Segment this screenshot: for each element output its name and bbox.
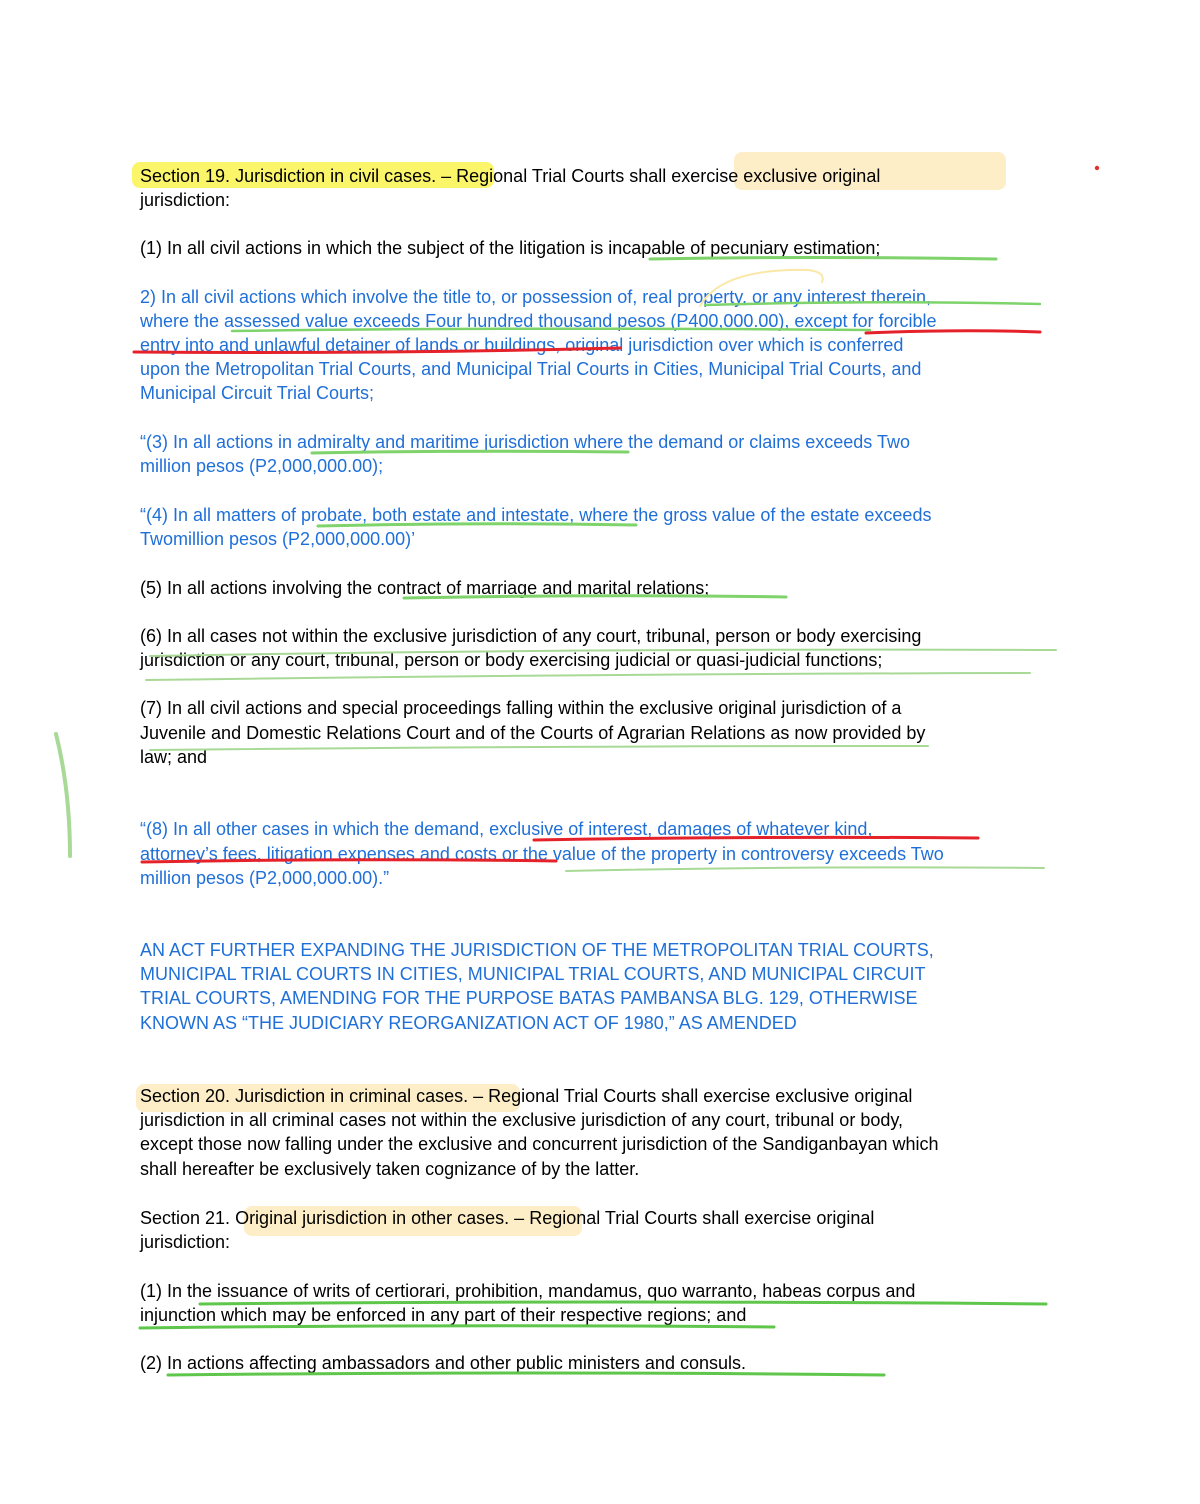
paragraph-4-line: Twomillion pesos (P2,000,000.00)’	[140, 529, 416, 549]
paragraph-3-line: “(3) In all actions in admiralty and maritime jurisdiction where the demand or claims exceeds Two	[140, 432, 910, 452]
section-19-heading-line: Section 19. Jurisdiction in civil cases. – Regional Trial Courts shall exercise exclusive original	[140, 166, 881, 186]
paragraph-2-line: 2) In all civil actions which involve the title to, or possession of, real property, or any interest therein,	[140, 287, 932, 307]
section-20-line: Section 20. Jurisdiction in criminal cases. – Regional Trial Courts shall exercise exclusive original	[140, 1086, 913, 1106]
paragraph-2-line: upon the Metropolitan Trial Courts, and Municipal Trial Courts in Cities, Municipal Trial Courts, and	[140, 359, 922, 379]
paragraph-3-line: million pesos (P2,000,000.00);	[140, 456, 384, 476]
red-dot	[1095, 166, 1099, 170]
section-21-line: Section 21. Original jurisdiction in other cases. – Regional Trial Courts shall exercise original	[140, 1208, 875, 1228]
paragraph-2-line: entry into and unlawful detainer of lands or buildings, original jurisdiction over which is conferred	[140, 335, 904, 355]
paragraph-7-line: law; and	[140, 747, 208, 767]
text-line: jurisdiction:	[140, 190, 231, 210]
paragraph-7-line: Juvenile and Domestic Relations Court and of the Courts of Agrarian Relations as now provided by	[140, 723, 926, 743]
paragraph-4-line: “(4) In all matters of probate, both estate and intestate, where the gross value of the estate exceeds	[140, 505, 932, 525]
section-20-line: except those now falling under the exclusive and concurrent jurisdiction of the Sandiganbayan which	[140, 1134, 939, 1154]
section-21-item-1-line: (1) In the issuance of writs of certiorari, prohibition, mandamus, quo warranto, habeas corpus and	[140, 1281, 916, 1301]
paragraph-8-line: million pesos (P2,000,000.00).”	[140, 868, 390, 888]
paragraph-5: (5) In all actions involving the contract of marriage and marital relations;	[140, 578, 710, 598]
act-title-line: MUNICIPAL TRIAL COURTS IN CITIES, MUNICIPAL TRIAL COURTS, AND MUNICIPAL CIRCUIT	[140, 964, 926, 984]
paragraph-6-line: jurisdiction or any court, tribunal, person or body exercising judicial or quasi-judicial functions;	[140, 650, 883, 670]
section-21-line: jurisdiction:	[140, 1232, 231, 1252]
act-title-line: TRIAL COURTS, AMENDING FOR THE PURPOSE BATAS PAMBANSA BLG. 129, OTHERWISE	[140, 988, 918, 1008]
section-20-line: jurisdiction in all criminal cases not within the exclusive jurisdiction of any court, tribunal or body,	[140, 1110, 904, 1130]
paragraph-7-line: (7) In all civil actions and special proceedings falling within the exclusive original jurisdiction of a	[140, 698, 902, 718]
paragraph-2-line: Municipal Circuit Trial Courts;	[140, 383, 375, 403]
paragraph-8-line: attorney’s fees, litigation expenses and costs or the value of the property in controversy exceeds Two	[140, 844, 944, 864]
green-underline	[146, 673, 1030, 680]
paragraph-2-line: where the assessed value exceeds Four hundred thousand pesos (P400,000.00), except for forcible	[140, 311, 937, 331]
green-underline	[566, 867, 1044, 871]
section-21-item-2: (2) In actions affecting ambassadors and other public ministers and consuls.	[140, 1353, 746, 1373]
paragraph-1: (1) In all civil actions in which the subject of the litigation is incapable of pecuniary estimation;	[140, 238, 881, 258]
paragraph-6-line: (6) In all cases not within the exclusive jurisdiction of any court, tribunal, person or body exercising	[140, 626, 922, 646]
green-underline	[150, 746, 928, 750]
section-21-item-1-line: injunction which may be enforced in any part of their respective regions; and	[140, 1305, 747, 1325]
section-20-line: shall hereafter be exclusively taken cognizance of by the latter.	[140, 1159, 640, 1179]
margin-bracket-mark	[56, 734, 70, 856]
paragraph-8-line: “(8) In all other cases in which the demand, exclusive of interest, damages of whatever kind,	[140, 819, 873, 839]
act-title-line: AN ACT FURTHER EXPANDING THE JURISDICTION OF THE METROPOLITAN TRIAL COURTS,	[140, 940, 934, 960]
act-title-line: KNOWN AS “THE JUDICIARY REORGANIZATION ACT OF 1980,” AS AMENDED	[140, 1013, 797, 1033]
